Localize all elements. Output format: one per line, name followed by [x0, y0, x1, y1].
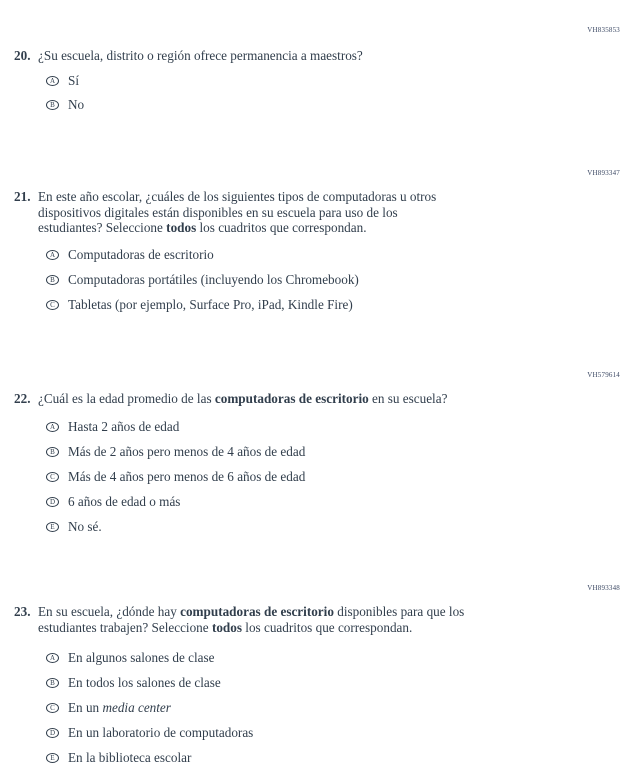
question-block-20 — [0, 26, 627, 122]
option-label: Sí — [68, 72, 79, 88]
option-row-c[interactable] — [46, 298, 627, 312]
option-letter-icon: C — [46, 472, 59, 482]
option-letter-icon: B — [46, 447, 59, 457]
option-row-a[interactable] — [46, 651, 627, 665]
option-letter-icon: D — [46, 497, 59, 507]
option-label: Computadoras de escritorio — [68, 246, 214, 262]
question-row — [0, 391, 627, 407]
option-label: En un laboratorio de computadoras — [68, 725, 254, 741]
option-label: Hasta 2 años de edad — [68, 418, 180, 434]
option-row-a[interactable] — [46, 74, 627, 88]
option-row-a[interactable] — [46, 248, 627, 262]
option-letter-icon: E — [46, 753, 59, 763]
question-row — [0, 48, 627, 64]
option-label: En algunos salones de clase — [68, 650, 215, 666]
option-row-d[interactable] — [46, 495, 627, 509]
question-text: ¿Cuál es la edad promedio de las computadoras de escritorio en su escuela? — [38, 391, 448, 406]
question-number: 23. — [14, 604, 31, 619]
options-list — [0, 651, 627, 765]
option-letter-icon: A — [46, 76, 59, 86]
option-letter-icon: E — [46, 522, 59, 532]
item-code: VH893347 — [587, 169, 620, 177]
question-text: En este año escolar, ¿cuáles de los siguientes tipos de computadoras u otros dispositivos digitales están disponibles en su escuela para uso de los estudiantes? Seleccione todos los cuadritos que correspondan. — [38, 189, 437, 236]
question-number: 22. — [14, 391, 31, 406]
option-row-b[interactable] — [46, 676, 627, 690]
options-list — [0, 420, 627, 534]
option-label: Tabletas (por ejemplo, Surface Pro, iPad, Kindle Fire) — [68, 296, 353, 312]
option-label: Computadoras portátiles (incluyendo los Chromebook) — [68, 271, 359, 287]
option-row-e[interactable] — [46, 751, 627, 765]
option-label: En la biblioteca escolar — [68, 750, 192, 766]
options-list — [0, 248, 627, 312]
option-label: No — [68, 96, 85, 112]
option-letter-icon: B — [46, 275, 59, 285]
option-label: 6 años de edad o más — [68, 493, 181, 509]
option-row-b[interactable] — [46, 98, 627, 112]
question-number: 21. — [14, 189, 31, 204]
option-letter-icon: A — [46, 422, 59, 432]
option-letter-icon: A — [46, 653, 59, 663]
question-block-21 — [0, 169, 627, 323]
option-row-d[interactable] — [46, 726, 627, 740]
option-row-c[interactable] — [46, 470, 627, 484]
option-letter-icon: B — [46, 100, 59, 110]
option-label: En todos los salones de clase — [68, 675, 221, 691]
question-row — [0, 189, 627, 236]
option-letter-icon: C — [46, 300, 59, 310]
question-block-22 — [0, 371, 627, 545]
option-label: Más de 2 años pero menos de 4 años de edad — [68, 443, 306, 459]
options-list — [0, 74, 627, 112]
question-row — [0, 604, 627, 635]
option-letter-icon: C — [46, 703, 59, 713]
question-number: 20. — [14, 48, 31, 63]
option-row-e[interactable] — [46, 520, 627, 534]
option-row-b[interactable] — [46, 445, 627, 459]
option-row-a[interactable] — [46, 420, 627, 434]
option-label: Más de 4 años pero menos de 6 años de edad — [68, 468, 306, 484]
option-label: En un media center — [68, 700, 171, 716]
option-letter-icon: D — [46, 728, 59, 738]
option-letter-icon: B — [46, 678, 59, 688]
item-code: VH579614 — [587, 371, 620, 379]
option-letter-icon: A — [46, 250, 59, 260]
option-label: No sé. — [68, 518, 102, 534]
item-code: VH893348 — [587, 584, 620, 592]
question-text: En su escuela, ¿dónde hay computadoras de escritorio disponibles para que los estudiantes trabajen? Seleccione todos los cuadritos que correspondan. — [38, 604, 465, 635]
question-block-23 — [0, 584, 627, 776]
option-row-b[interactable] — [46, 273, 627, 287]
item-code: VH835853 — [587, 26, 620, 34]
option-row-c[interactable] — [46, 701, 627, 715]
question-text: ¿Su escuela, distrito o región ofrece permanencia a maestros? — [38, 48, 363, 63]
